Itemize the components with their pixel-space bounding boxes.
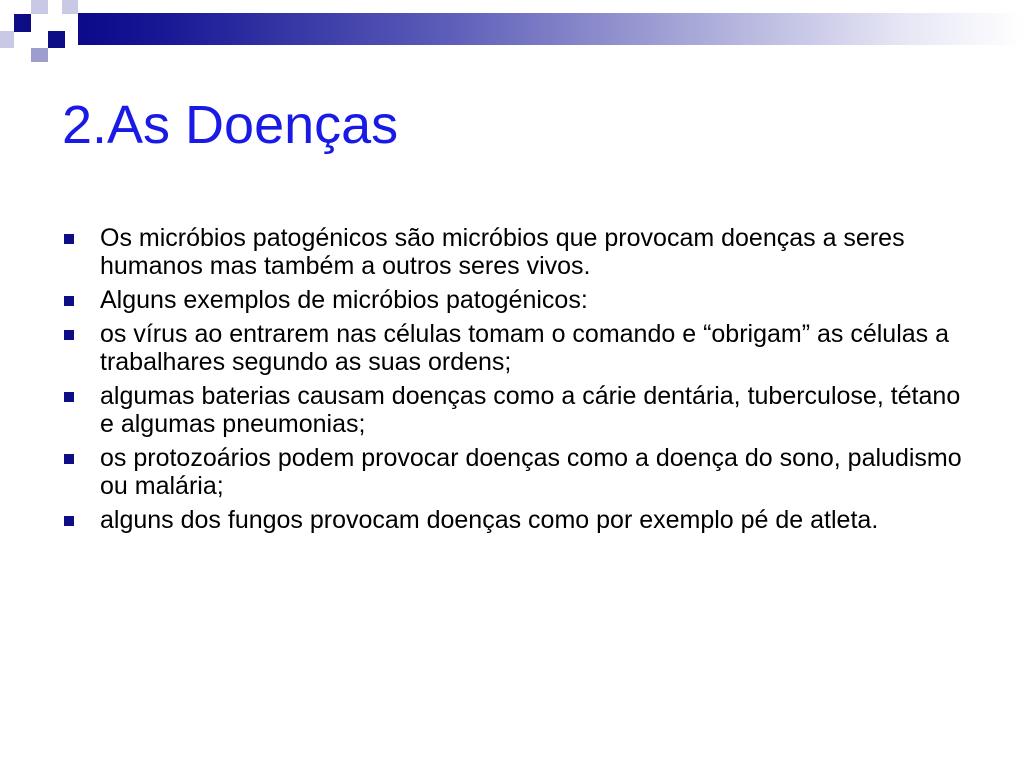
decorative-square <box>31 48 48 62</box>
bullet-text: os vírus ao entrarem nas células tomam o comando e “obrigam” as células a trabalhares segundo as suas ordens; <box>100 320 949 376</box>
decorative-square <box>48 31 65 48</box>
bullet-item <box>62 444 962 500</box>
slide-title: 2.As Doenças <box>62 95 399 155</box>
bullet-text: algumas baterias causam doenças como a cárie dentária, tuberculose, tétano e algumas pneumonias; <box>100 382 961 438</box>
bullet-item <box>62 224 962 280</box>
decorative-square <box>62 0 78 14</box>
bullet-item <box>62 506 962 534</box>
bullet-item <box>62 382 962 438</box>
square-bullet-icon <box>64 454 74 464</box>
square-bullet-icon <box>64 330 74 340</box>
bullet-item <box>62 320 962 376</box>
bullet-text: alguns dos fungos provocam doenças como por exemplo pé de atleta. <box>100 506 879 534</box>
bullet-list <box>62 224 962 540</box>
header-gradient-bar <box>78 13 1024 45</box>
square-bullet-icon <box>64 392 74 402</box>
decorative-square <box>31 14 48 31</box>
decorative-square <box>0 31 14 48</box>
square-bullet-icon <box>64 234 74 244</box>
square-bullet-icon <box>64 296 74 306</box>
bullet-text: Alguns exemplos de micróbios patogénicos: <box>100 286 588 314</box>
bullet-text: os protozoários podem provocar doenças como a doença do sono, paludismo ou malária; <box>100 444 962 500</box>
decorative-square <box>14 14 31 32</box>
decorative-square <box>31 0 48 14</box>
bullet-item <box>62 286 962 314</box>
bullet-text: Os micróbios patogénicos são micróbios que provocam doenças a seres humanos mas também a outros seres vivos. <box>100 224 905 280</box>
square-bullet-icon <box>64 516 74 526</box>
